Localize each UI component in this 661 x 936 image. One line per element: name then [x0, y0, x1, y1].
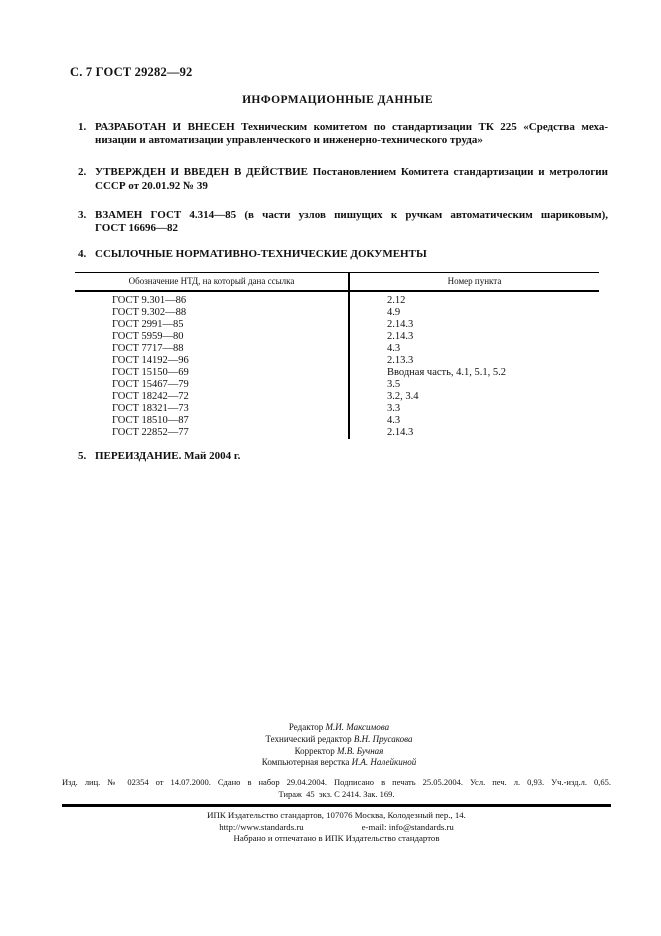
clause-number-cell: 2.14.3: [349, 319, 599, 331]
list-item: [70, 209, 608, 235]
column-header-clause: Номер пункта: [349, 273, 599, 292]
footer-divider-rule: [62, 804, 611, 807]
credit-line: [70, 722, 608, 734]
ntd-designation-cell: ГОСТ 9.302—88: [112, 307, 187, 318]
table-body: [75, 291, 599, 439]
publisher-address: ИПК Издательство стандартов, 107076 Москва, Колодезный пер., 14.: [207, 810, 466, 820]
publisher-contacts: [62, 822, 611, 834]
credit-line: [70, 757, 608, 769]
table-head: [75, 273, 599, 292]
table-row: [75, 307, 599, 319]
ntd-designation-cell: ГОСТ 7717—88: [112, 343, 184, 354]
credit-name: И.А. Налейкиной: [351, 757, 417, 768]
credit-role: Технический редактор: [265, 733, 354, 744]
list-item-number: 4.: [78, 248, 87, 261]
list-item-line: РАЗРАБОТАН И ВНЕСЕН Техническим комитетом по стандартизации ТК 225 «Средства меха-: [95, 121, 608, 133]
table-row: [75, 319, 599, 331]
list-item: [70, 121, 608, 147]
clause-number-cell: 3.5: [349, 379, 599, 391]
ntd-designation-cell: ГОСТ 18321—73: [112, 403, 189, 414]
clause-number-cell: 2.12: [349, 291, 599, 307]
table-row: [75, 391, 599, 403]
publisher-block: [62, 810, 611, 845]
ntd-designation-cell: ГОСТ 5959—80: [112, 331, 184, 342]
table-row: [75, 343, 599, 355]
page-number-standard-label: С. 7 ГОСТ 29282—92: [70, 65, 193, 79]
list-item-line: ВЗАМЕН ГОСТ 4.314—85 (в части узлов пишущих к ручкам автоматическим шариковым),: [95, 208, 608, 221]
ntd-designation-cell: ГОСТ 15467—79: [112, 379, 189, 390]
column-header-designation: Обозначение НТД, на который дана ссылка: [75, 273, 349, 292]
clause-number-cell: 4.9: [349, 307, 599, 319]
publisher-email: e-mail: info@standards.ru: [361, 821, 454, 832]
list-item-line: УТВЕРЖДЕН И ВВЕДЕН В ДЕЙСТВИЕ Постановлением Комитета стандартизации и метрологии: [95, 166, 608, 179]
list-item-line: ССЫЛОЧНЫЕ НОРМАТИВНО-ТЕХНИЧЕСКИЕ ДОКУМЕНТЫ: [95, 248, 427, 261]
table-header-row: [75, 273, 599, 292]
clause-number-cell: 2.14.3: [349, 331, 599, 343]
credit-role: Редактор: [288, 722, 326, 732]
table-row: [75, 403, 599, 415]
list-item: [70, 166, 608, 192]
ntd-designation-cell: ГОСТ 18242—72: [112, 391, 189, 402]
list-item-line: низации и автоматизации управленческого и инженерно-технического труда»: [95, 134, 483, 147]
table-row: [75, 367, 599, 379]
editorial-credits: [70, 722, 608, 769]
printed-at-note: Набрано и отпечатано в ИПК Издательство стандартов: [233, 833, 440, 844]
table-row: [75, 355, 599, 367]
credit-line: [70, 746, 608, 758]
credit-name: В.Н. Прусакова: [353, 733, 413, 744]
ntd-designation-cell: ГОСТ 2991—85: [112, 319, 184, 330]
ntd-designation-cell: ГОСТ 14192—96: [112, 355, 189, 366]
clause-number-cell: 2.14.3: [349, 427, 599, 439]
table-row: [75, 291, 599, 307]
list-item-line: ПЕРЕИЗДАНИЕ. Май 2004 г.: [95, 450, 241, 462]
list-item-number: 1.: [78, 121, 87, 133]
clause-number-cell: 4.3: [349, 415, 599, 427]
credit-role: Компьютерная верстка: [261, 757, 352, 768]
imprint-block: [62, 777, 611, 800]
credit-line: [70, 734, 608, 746]
clause-number-cell: 2.13.3: [349, 355, 599, 367]
ntd-designation-cell: ГОСТ 9.301—86: [112, 295, 187, 306]
list-item-line: СССР от 20.01.92 № 39: [95, 179, 208, 192]
ntd-designation-cell: ГОСТ 15150—69: [112, 367, 189, 378]
clause-number-cell: 3.2, 3.4: [349, 391, 599, 403]
table-row: [75, 427, 599, 439]
table-row: [75, 415, 599, 427]
clause-number-cell: 3.3: [349, 403, 599, 415]
table-row: [75, 379, 599, 391]
imprint-line-print-run: Тираж 45 экз. С 2414. Зак. 169.: [278, 788, 395, 799]
clause-number-cell: 4.3: [349, 343, 599, 355]
list-item: [70, 248, 608, 261]
imprint-line-license: Изд. лиц. № 02354 от 14.07.2000. Сдано в набор 29.04.2004. Подписано в печать 25.05.2004. Усл. печ. л. 0,93. Уч.-изд.л. 0,65.: [62, 777, 611, 787]
numbered-clause-list: [70, 121, 608, 261]
ntd-designation-cell: ГОСТ 18510—87: [112, 415, 189, 426]
ntd-table: [75, 272, 599, 439]
list-item-number: 3.: [78, 208, 87, 221]
publisher-website: http://www.standards.ru: [219, 821, 304, 832]
list-item-line: ГОСТ 16696—82: [95, 222, 178, 235]
clause-number-cell: Вводная часть, 4.1, 5.1, 5.2: [349, 367, 599, 379]
list-item-number: 2.: [78, 166, 87, 179]
section-title: ИНФОРМАЦИОННЫЕ ДАННЫЕ: [242, 94, 433, 106]
credit-name: М.В. Бучная: [336, 745, 384, 756]
credit-name: М.И. Максимова: [325, 722, 390, 732]
table-row: [75, 331, 599, 343]
ntd-designation-cell: ГОСТ 22852—77: [112, 427, 189, 438]
list-item-number: 5.: [78, 450, 87, 462]
list-item-reissue: [70, 450, 608, 463]
credit-role: Корректор: [294, 745, 337, 756]
reference-documents-table: [75, 272, 599, 439]
